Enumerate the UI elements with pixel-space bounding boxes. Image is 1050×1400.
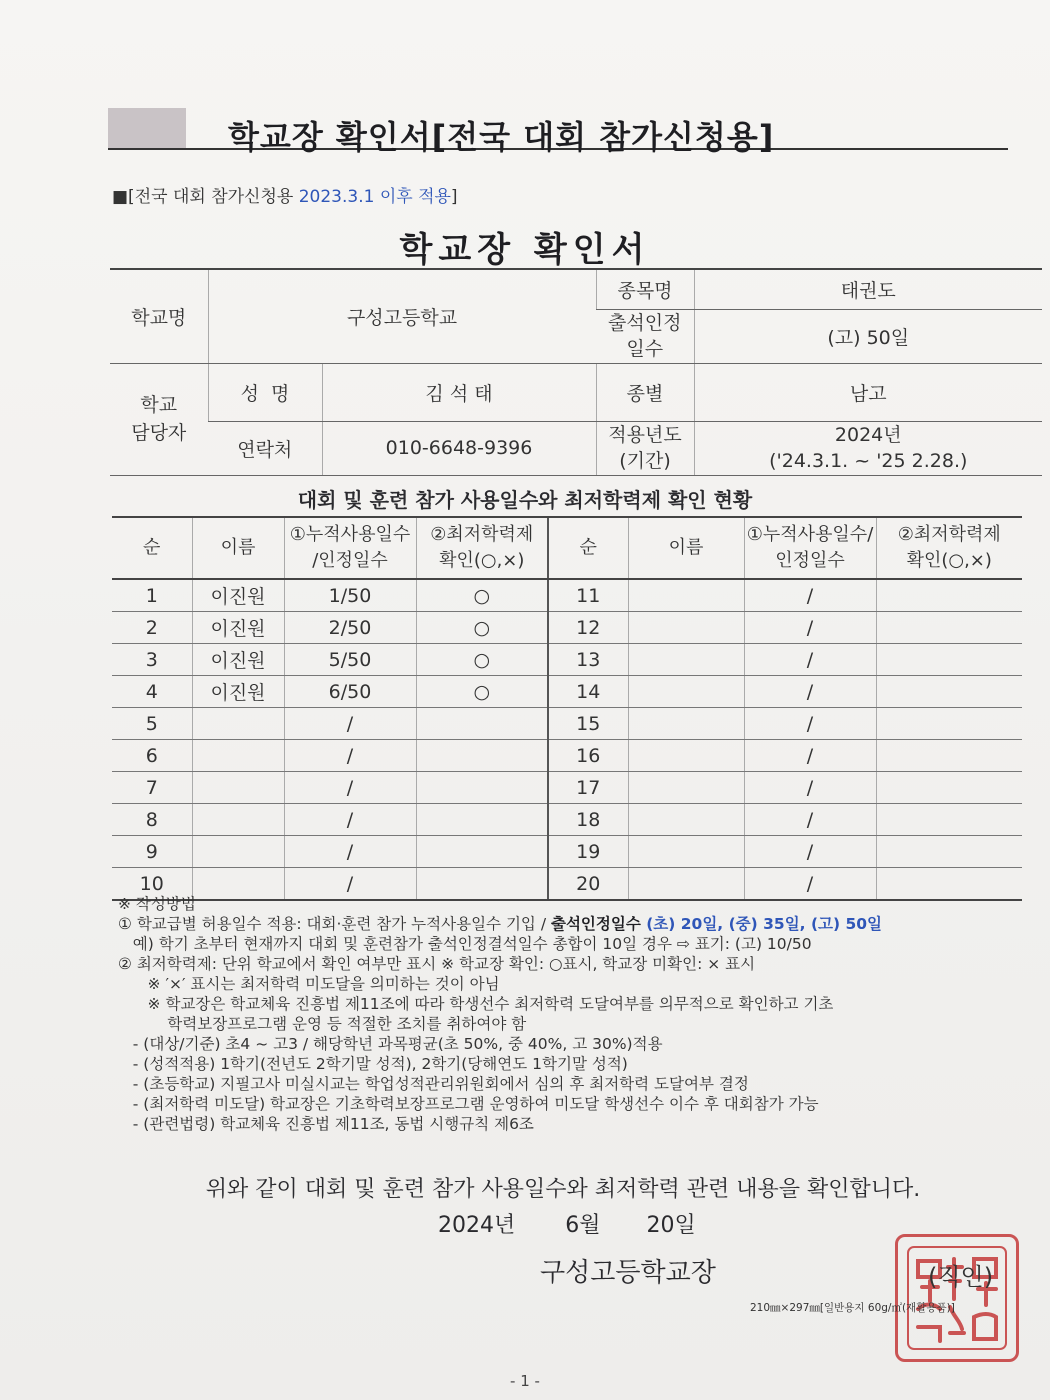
record-no: 4 <box>112 676 192 708</box>
record-days-right: / <box>744 804 876 836</box>
record-days: 6/50 <box>284 676 416 708</box>
event-value: 태권도 <box>694 269 1042 309</box>
category-label: 종별 <box>596 363 694 421</box>
detail-4: - (최저학력 미도달) 학교장은 기초학력보장프로그램 운영하여 미도달 학생선수 이수 후 대회참가 가능 <box>118 1095 819 1113</box>
record-days: / <box>284 836 416 868</box>
record-no: 8 <box>112 804 192 836</box>
record-days: / <box>284 804 416 836</box>
record-days: 1/50 <box>284 579 416 612</box>
info-table <box>110 268 1042 476</box>
record-name-right <box>628 708 744 740</box>
note-1-text: ① 학교급별 허용일수 적용: 대회·훈련 참가 누적사용일수 기입 / <box>118 915 551 933</box>
record-days-right: / <box>744 612 876 644</box>
record-no-right: 11 <box>548 579 628 612</box>
record-name: 이진원 <box>192 612 284 644</box>
seal-label: (직인) <box>928 1263 994 1291</box>
record-check-right <box>876 579 1022 612</box>
note-2-c: 학력보장프로그램 운영 등 적절한 조치를 취하여야 함 <box>118 1015 527 1033</box>
record-no-right: 18 <box>548 804 628 836</box>
record-days: 2/50 <box>284 612 416 644</box>
records-body <box>112 579 1022 900</box>
record-no-right: 14 <box>548 676 628 708</box>
detail-2: - (성적적용) 1학기(전년도 2학기말 성적), 2학기(당해연도 1학기말 성적) <box>118 1055 628 1073</box>
record-no: 6 <box>112 740 192 772</box>
table-row <box>112 612 1022 644</box>
col-header-check: ②최저학력제 확인(○,×) <box>416 517 548 579</box>
record-days-right: / <box>744 644 876 676</box>
record-name <box>192 708 284 740</box>
page-number: - 1 - <box>510 1372 540 1390</box>
record-no-right: 15 <box>548 708 628 740</box>
record-no: 5 <box>112 708 192 740</box>
record-days: / <box>284 868 416 901</box>
signing-date <box>438 1208 696 1239</box>
record-days: / <box>284 708 416 740</box>
record-name-right <box>628 644 744 676</box>
form-subtitle <box>112 182 458 207</box>
note-1-days: (초) 20일, (중) 35일, (고) 50일 <box>646 915 883 933</box>
attend-value: (고) 50일 <box>694 309 1042 363</box>
record-check-right <box>876 772 1022 804</box>
school-label: 학교명 <box>110 269 208 363</box>
record-name: 이진원 <box>192 579 284 612</box>
col-header-check-right: ②최저학력제 확인(○,×) <box>876 517 1022 579</box>
record-check: ○ <box>416 579 548 612</box>
record-days: / <box>284 740 416 772</box>
header-accent-bar <box>108 108 186 148</box>
record-check-right <box>876 804 1022 836</box>
category-value: 남고 <box>694 363 1042 421</box>
record-no: 2 <box>112 612 192 644</box>
record-name <box>192 772 284 804</box>
record-check: ○ <box>416 676 548 708</box>
record-name <box>192 836 284 868</box>
record-no-right: 20 <box>548 868 628 901</box>
table-row <box>112 772 1022 804</box>
record-no: 9 <box>112 836 192 868</box>
record-name: 이진원 <box>192 644 284 676</box>
detail-3: - (초등학교) 지필고사 미실시교는 학업성적관리위원회에서 심의 후 최저학력 도달여부 결정 <box>118 1075 749 1093</box>
principal-title: 구성고등학교장 <box>540 1258 716 1288</box>
confirm-statement: 위와 같이 대회 및 훈련 참가 사용일수와 최저학력 관련 내용을 확인합니다. <box>205 1177 921 1202</box>
record-check-right <box>876 836 1022 868</box>
record-days-right: / <box>744 772 876 804</box>
record-check-right <box>876 740 1022 772</box>
table-row <box>112 579 1022 612</box>
record-days-right: / <box>744 708 876 740</box>
record-name-right <box>628 772 744 804</box>
record-no-right: 16 <box>548 740 628 772</box>
col-header-no-right: 순 <box>548 517 628 579</box>
record-check-right <box>876 612 1022 644</box>
col-header-days: ①누적사용일수 /인정일수 <box>284 517 416 579</box>
note-1-bold: 출석인정일수 <box>550 915 647 933</box>
col-header-name: 이름 <box>192 517 284 579</box>
subtitle-prefix: ■[전국 대회 참가신청용 <box>112 187 299 207</box>
name-label: 성 명 <box>208 363 322 421</box>
paper-spec: 210㎜×297㎜[일반용지 60g/㎡(재활용품)] <box>750 1302 955 1314</box>
note-2: ② 최저학력제: 단위 학교에서 확인 여부만 표시 ※ 학교장 확인: ○표시, 학교장 미확인: × 표시 <box>118 955 756 973</box>
record-name-right <box>628 676 744 708</box>
record-no-right: 12 <box>548 612 628 644</box>
event-label: 종목명 <box>596 269 694 309</box>
record-name-right <box>628 612 744 644</box>
records-section-title: 대회 및 훈련 참가 사용일수와 최저학력제 확인 현황 <box>297 488 753 512</box>
record-check-right <box>876 676 1022 708</box>
record-name <box>192 740 284 772</box>
record-days-right: / <box>744 579 876 612</box>
record-days: 5/50 <box>284 644 416 676</box>
record-no: 1 <box>112 579 192 612</box>
record-days-right: / <box>744 740 876 772</box>
record-check <box>416 740 548 772</box>
date-year: 2024년 <box>438 1213 516 1238</box>
name-value: 김 석 태 <box>322 363 596 421</box>
record-no: 3 <box>112 644 192 676</box>
record-name-right <box>628 740 744 772</box>
table-row <box>112 676 1022 708</box>
table-row <box>112 740 1022 772</box>
subtitle-suffix: ] <box>450 187 458 207</box>
contact-value: 010-6648-9396 <box>322 421 596 475</box>
record-check-right <box>876 644 1022 676</box>
record-check: ○ <box>416 612 548 644</box>
record-no-right: 13 <box>548 644 628 676</box>
note-2-b: ※ 학교장은 학교체육 진흥법 제11조에 따라 학생선수 최저학력 도달여부를 의무적으로 확인하고 기초 <box>118 995 834 1013</box>
manager-label: 학교 담당자 <box>110 363 208 475</box>
record-check <box>416 772 548 804</box>
col-header-no: 순 <box>112 517 192 579</box>
year-period: ('24.3.1. ~ '25 2.28.) <box>769 450 968 472</box>
record-check-right <box>876 708 1022 740</box>
record-check <box>416 836 548 868</box>
note-1-example: 예) 학기 초부터 현재까지 대회 및 훈련참가 출석인정결석일수 총합이 10일 경우 ⇨ 표기: (고) 10/50 <box>118 935 812 953</box>
table-row <box>112 644 1022 676</box>
record-name-right <box>628 579 744 612</box>
school-value: 구성고등학교 <box>208 269 596 363</box>
year-cell <box>694 421 1042 475</box>
record-name-right <box>628 804 744 836</box>
contact-label: 연락처 <box>208 421 322 475</box>
detail-5: - (관련법령) 학교체육 진흥법 제11조, 동법 시행규칙 제6조 <box>118 1115 534 1133</box>
record-no: 7 <box>112 772 192 804</box>
record-check: ○ <box>416 644 548 676</box>
notes-title: ※ 작성방법 <box>118 895 196 913</box>
subtitle-date: 2023.3.1 이후 적용 <box>298 187 451 207</box>
date-day: 20일 <box>646 1213 696 1238</box>
note-1 <box>118 914 1018 934</box>
record-name-right <box>628 836 744 868</box>
record-check <box>416 804 548 836</box>
official-seal <box>895 1234 1019 1362</box>
note-2-a: ※ ′×′ 표시는 최저학력 미도달을 의미하는 것이 아님 <box>118 975 500 993</box>
record-no-right: 19 <box>548 836 628 868</box>
instructions <box>118 894 1018 1134</box>
record-no: 10 <box>112 868 192 901</box>
table-row <box>112 708 1022 740</box>
record-days-right: / <box>744 676 876 708</box>
header-title: 학교장 확인서[전국 대회 참가신청용] <box>228 118 775 156</box>
records-table <box>112 516 1022 901</box>
table-row <box>112 836 1022 868</box>
record-no-right: 17 <box>548 772 628 804</box>
record-name <box>192 804 284 836</box>
record-days-right: / <box>744 868 876 901</box>
record-days: / <box>284 772 416 804</box>
main-title: 학교장 확인서 <box>399 230 651 270</box>
col-header-name-right: 이름 <box>628 517 744 579</box>
year-value: 2024년 <box>834 424 902 446</box>
attend-label: 출석인정 일수 <box>596 309 694 363</box>
year-label: 적용년도 (기간) <box>596 421 694 475</box>
record-check <box>416 708 548 740</box>
detail-1: - (대상/기준) 초4 ~ 고3 / 해당학년 과목평균(초 50%, 중 40%, 고 30%)적용 <box>118 1035 663 1053</box>
seal-stamp-icon <box>898 1237 1016 1359</box>
table-row <box>112 804 1022 836</box>
col-header-days-right: ①누적사용일수/ 인정일수 <box>744 517 876 579</box>
date-month: 6월 <box>565 1213 601 1238</box>
record-name: 이진원 <box>192 676 284 708</box>
record-days-right: / <box>744 836 876 868</box>
